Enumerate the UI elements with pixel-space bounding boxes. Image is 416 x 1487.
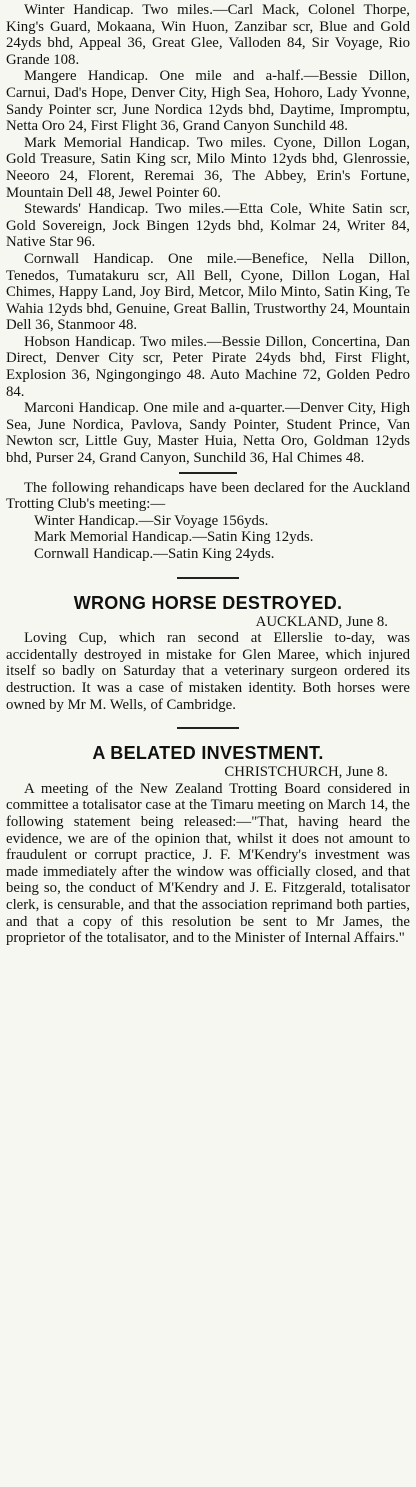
article-headline: WRONG HORSE DESTROYED.	[73, 592, 343, 613]
article-body: A meeting of the New Zealand Trotting Board considered in committee a totalisator case at the Timaru meeting on March 14, the following statement being released:—"That, having heard the evidence, we are of the opinion that, whilst it does not amount to fraudulent or corrupt practice, J. F. M'Kendry's investment was made immediately after the window was officially closed, and that being so, the conduct of M'Kendry and J. E. Fitzgerald, totalisator clerk, is censurable, and that the association reprimand both parties, and that a copy of this resolution be sent to Mr James, the proprietor of the totalisator, and to the Minister of Internal Affairs."	[6, 780, 410, 947]
section-divider	[179, 472, 237, 474]
handicap-winter: Winter Handicap. Two miles.—Carl Mack, Colonel Thorpe, King's Guard, Mokaana, Win Huon, Zanzibar scr, Blue and Gold 24yds bhd, Appeal 36, Great Glee, Valloden 84, Sir Voyage, Rio Grande 108.	[6, 2, 410, 68]
handicap-list	[6, 2, 410, 467]
handicap-mangere: Mangere Handicap. One mile and a-half.—Bessie Dillon, Carnui, Dad's Hope, Denver City, High Sea, Hohoro, Lady Yvonne, Sandy Pointer scr, June Nordica 12yds bhd, Daytime, Impromptu, Netta Oro 24, First Flight 36, Grand Canyon Sunchild 48.	[6, 68, 410, 135]
article-wrong-horse	[6, 592, 410, 714]
section-divider	[177, 727, 239, 729]
rehandicaps-intro: The following rehandicaps have been declared for the Auckland Trotting Club's meeting:—	[6, 479, 410, 513]
handicap-cornwall: Cornwall Handicap. One mile.—Benefice, Nella Dillon, Tenedos, Tumatakuru scr, All Bell, Cyone, Dillon Logan, Hal Chimes, Happy Land, Joy Bird, Metcor, Milo Minto, Satin King, Te Wahia 12yds bhd, Genuine, Great Ballin, Trustworthy 24, Mountain Dell 36, Stanmoor 48.	[6, 250, 410, 334]
article-dateline: AUCKLAND, June 8.	[255, 613, 388, 630]
article-headline: A BELATED INVESTMENT.	[92, 743, 324, 764]
section-divider	[177, 577, 239, 579]
article-dateline: CHRISTCHURCH, June 8.	[224, 764, 388, 781]
handicap-marconi: Marconi Handicap. One mile and a-quarter.—Denver City, High Sea, June Nordica, Pavlova, Sandy Pointer, Student Prince, Van Newton scr, Little Guy, Master Huia, Netta Oro, Goldman 12yds bhd, Purser 24, Grand Canyon, Sunchild 36, Hal Chimes 48.	[6, 400, 410, 467]
rehandicap-line: Mark Memorial Handicap.—Satin King 12yds.	[34, 529, 314, 546]
handicap-hobson: Hobson Handicap. Two miles.—Bessie Dillon, Concertina, Dan Direct, Denver City scr, Peter Pirate 24yds bhd, First Flight, Explosion 36, Ngingongingo 48. Auto Machine 72, Golden Pedro 84.	[6, 333, 410, 400]
handicap-stewards: Stewards' Handicap. Two miles.—Etta Cole, White Satin scr, Gold Sovereign, Jock Bingen 12yds bhd, Kolmar 24, Writer 84, Native Star 96.	[6, 201, 410, 251]
rehandicaps-section	[6, 480, 410, 563]
article-belated-investment	[6, 742, 410, 947]
rehandicap-line: Winter Handicap.—Sir Voyage 156yds.	[34, 512, 269, 529]
article-body: Loving Cup, which ran second at Ellerslie to-day, was accidentally destroyed in mistake for Glen Maree, which injured itself so badly on Saturday that a veterinary surgeon ordered its destruction. It was a case of mistaken identity. Both horses were owned by Mr M. Wells, of Cambridge.	[6, 630, 410, 713]
handicap-mark-memorial: Mark Memorial Handicap. Two miles. Cyone, Dillon Logan, Gold Treasure, Satin King scr, Milo Minto 12yds bhd, Glenrossie, Neeoro 24, Florent, Reremai 36, The Abbey, Erin's Fortune, Mountain Dell 48, Jewel Pointer 60.	[6, 134, 410, 201]
rehandicap-line: Cornwall Handicap.—Satin King 24yds.	[34, 546, 275, 562]
